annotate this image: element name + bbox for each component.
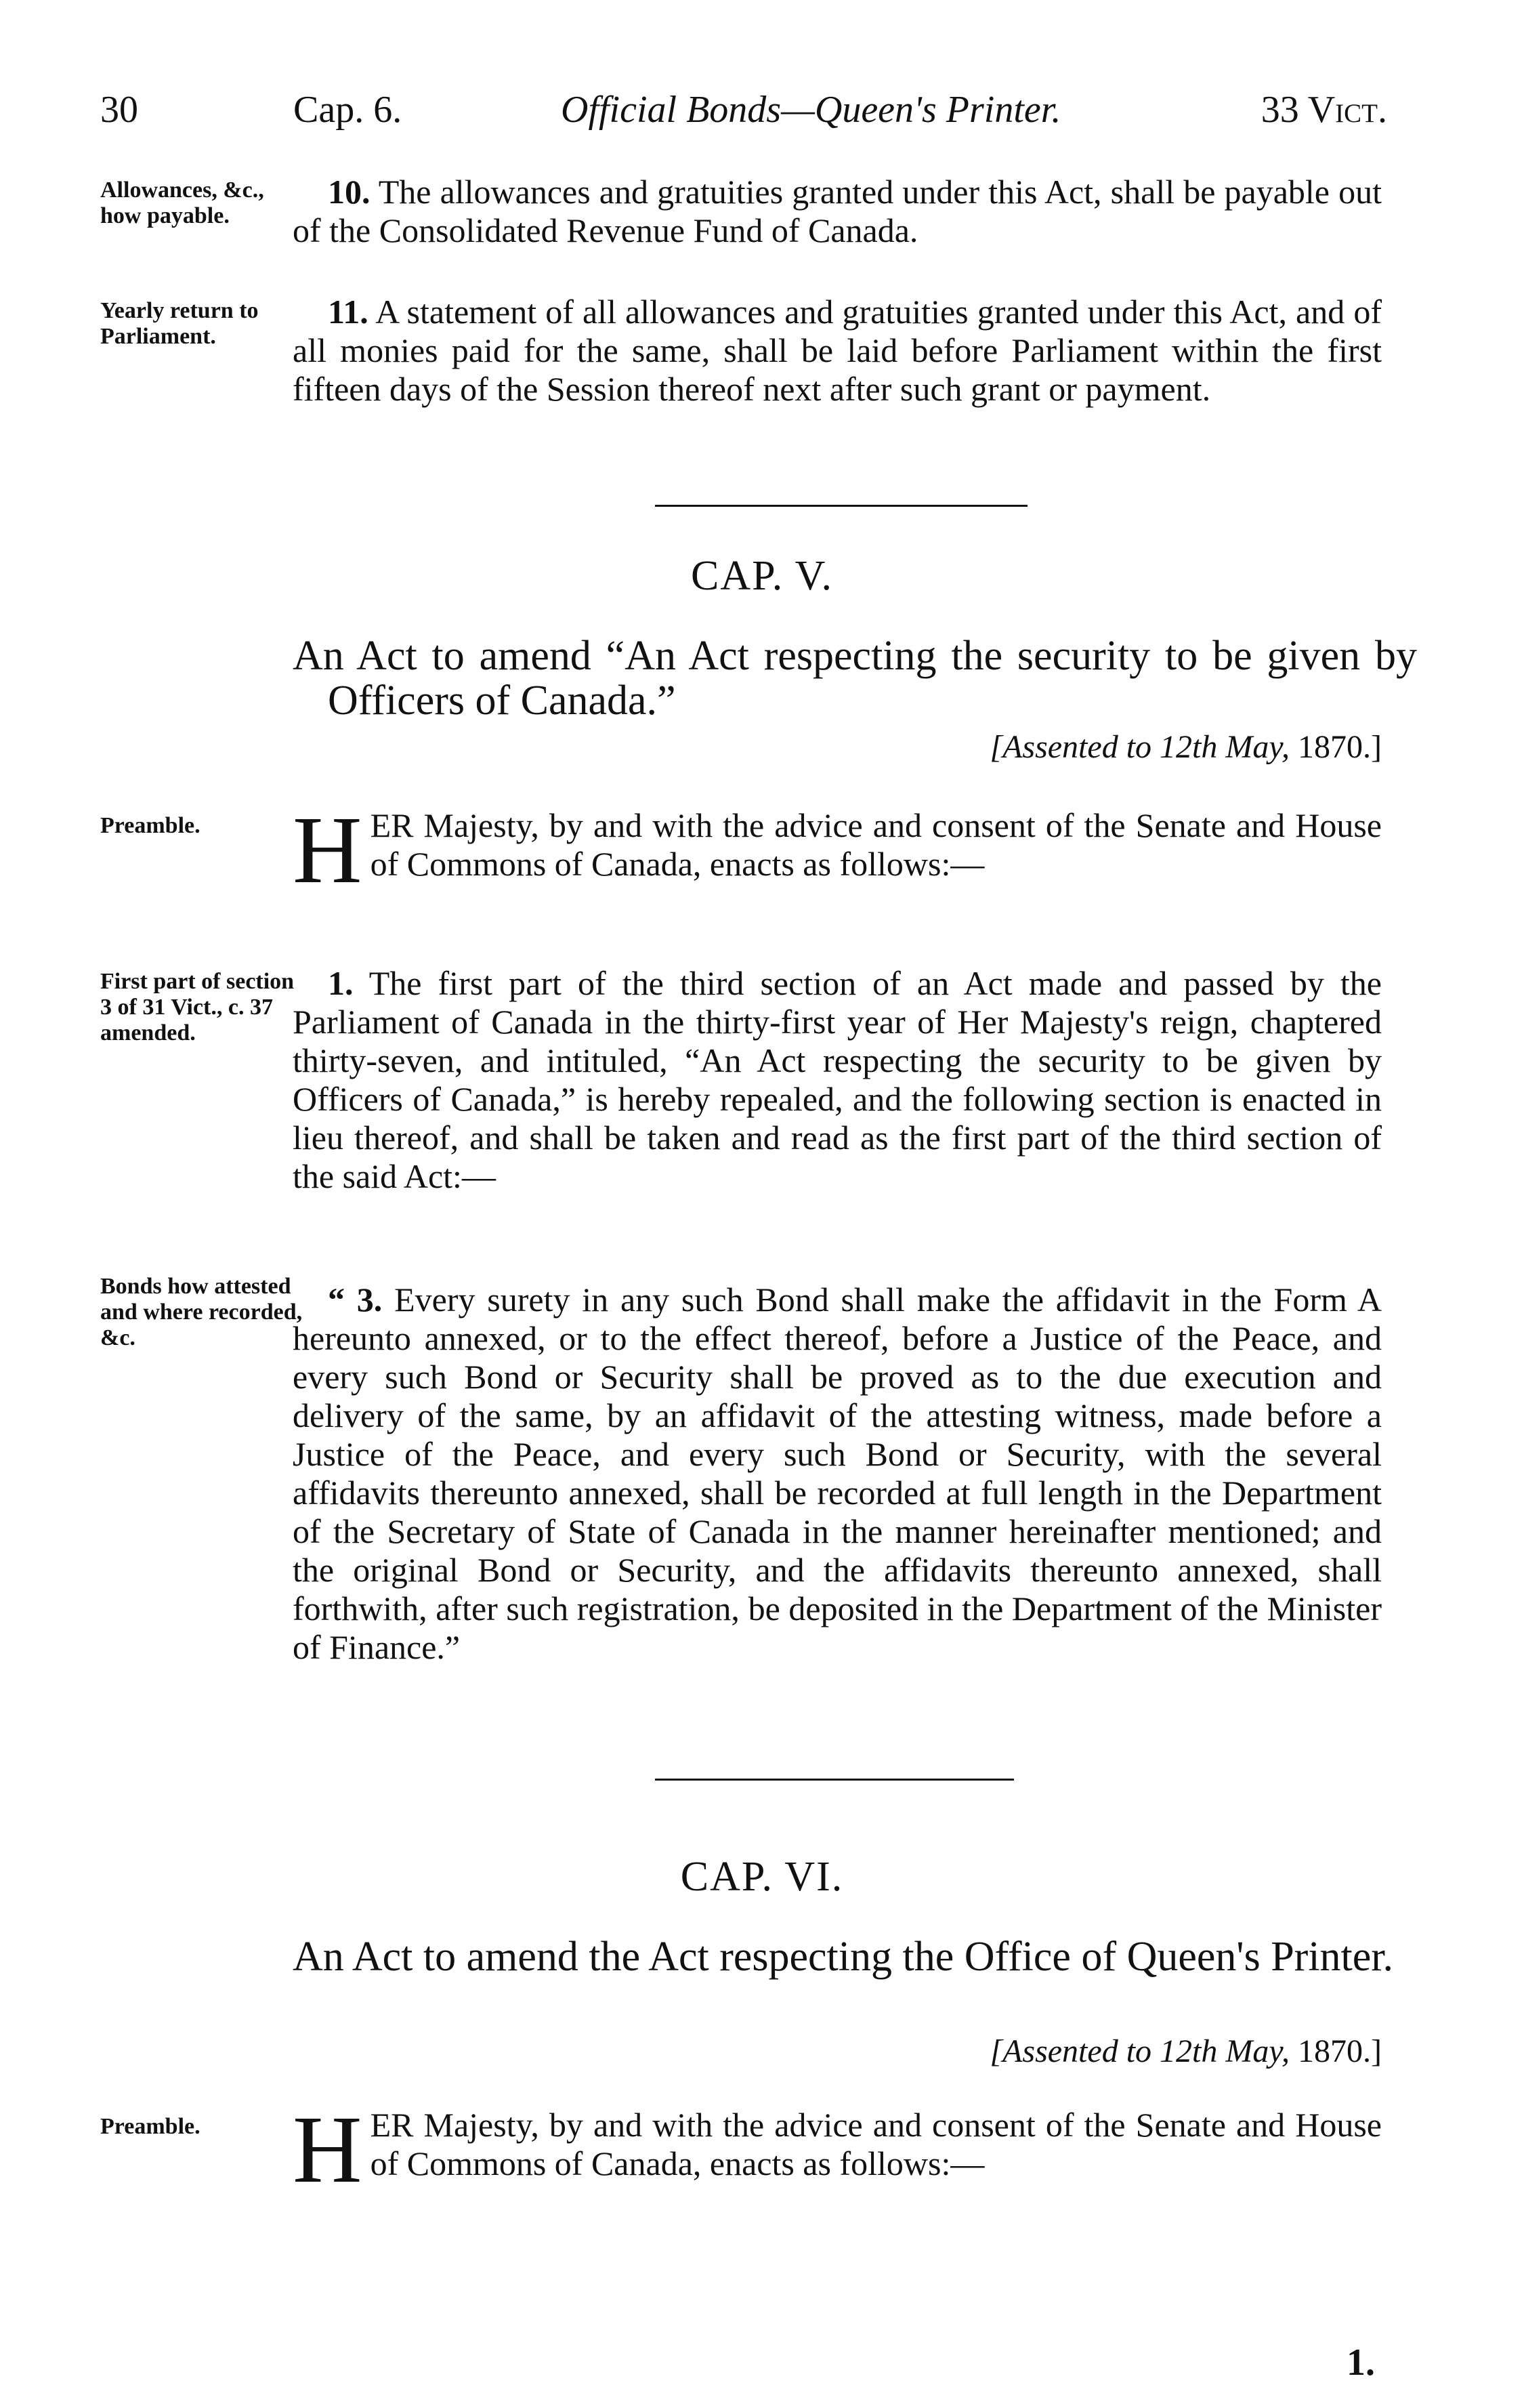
marginal-note: Yearly return to Parliament. [100, 298, 259, 349]
act-title: An Act to amend the Act respecting the Office of Queen's Printer. [293, 1934, 1394, 1980]
section-10 [293, 173, 1382, 250]
section-text: The first part of the third section of an Act made and passed by the Parliament of Canada in the thirty-first year of Her Majesty's reign, chaptered thirty-seven, and intituled, “An Act respecting the security to be given by Officers of Canada,” is hereby repealed, and the following section is enacted in lieu thereof, and shall be taken and read as the first part of the third section of the said Act:— [293, 964, 1382, 1195]
assent-date [990, 728, 1382, 766]
assent-prefix: [Assented to 12th May, [990, 2033, 1298, 2069]
running-title: Official Bonds—Queen's Printer. [561, 89, 1061, 131]
marginal-note: Bonds how attested and where recorded, &c. [100, 1274, 303, 1350]
assent-year: 1870.] [1298, 729, 1382, 765]
preamble [293, 796, 1382, 903]
drop-cap: H [293, 796, 362, 903]
section-1 [293, 964, 1382, 1196]
header-volume: 33 Vict. [1261, 89, 1387, 131]
drop-cap: H [293, 2096, 362, 2203]
assent-date [990, 2033, 1382, 2070]
marginal-note: First part of section 3 of 31 Vict., c. 37 amended. [100, 969, 295, 1045]
catchword: 1. [1347, 2342, 1375, 2384]
page-number: 30 [100, 89, 138, 131]
chapter-heading: CAP. VI. [680, 1854, 844, 1900]
chapter-heading: CAP. V. [691, 553, 833, 599]
header-chapter: Cap. 6. [293, 89, 402, 131]
section-3 [293, 1281, 1382, 1667]
section-11 [293, 293, 1382, 409]
section-number: 1. [328, 964, 354, 1002]
running-header [100, 88, 1387, 142]
section-text: Every surety in any such Bond shall make the affidavit in the Form A hereunto annexed, or to the effect thereof, before a Justice of the Peace, and every such Bond or Security shall be proved as to the due execution and delivery of the same, by an affidavit of the attesting witness, made before a Justice of the Peace, and every such Bond or Security, with the several affidavits thereunto annexed, shall be recorded at full length in the Department of the Secretary of State of Canada in the manner hereinafter mentioned; and the original Bond or Security, and the affidavits thereunto annexed, shall forthwith, after such registration, be deposited in the Department of the Minister of Finance.” [293, 1281, 1382, 1666]
marginal-note: Allowances, &c., how payable. [100, 178, 264, 228]
act-title: An Act to amend “An Act respecting the security to be given by Officers of Canada.” [293, 633, 1417, 724]
section-divider [655, 1779, 1014, 1781]
assent-year: 1870.] [1298, 2033, 1382, 2069]
preamble-text: ER Majesty, by and with the advice and consent of the Senate and House of Commons of Canada, enacts as follows:— [370, 2106, 1382, 2182]
preamble [293, 2096, 1382, 2203]
section-number: “ 3. [328, 1281, 383, 1319]
section-text: A statement of all allowances and gratuities granted under this Act, and of all monies paid for the same, shall be laid before Parliament within the first fifteen days of the Session thereof next after such grant or payment. [293, 293, 1382, 408]
section-text: The allowances and gratuities granted under this Act, shall be payable out of the Consolidated Revenue Fund of Canada. [293, 173, 1382, 249]
section-number: 10. [328, 173, 371, 211]
preamble-text: ER Majesty, by and with the advice and consent of the Senate and House of Commons of Canada, enacts as follows:— [370, 806, 1382, 883]
marginal-note: Preamble. [100, 813, 200, 838]
marginal-note: Preamble. [100, 2114, 200, 2139]
section-divider [655, 505, 1028, 507]
section-number: 11. [328, 293, 368, 331]
assent-prefix: [Assented to 12th May, [990, 729, 1298, 765]
